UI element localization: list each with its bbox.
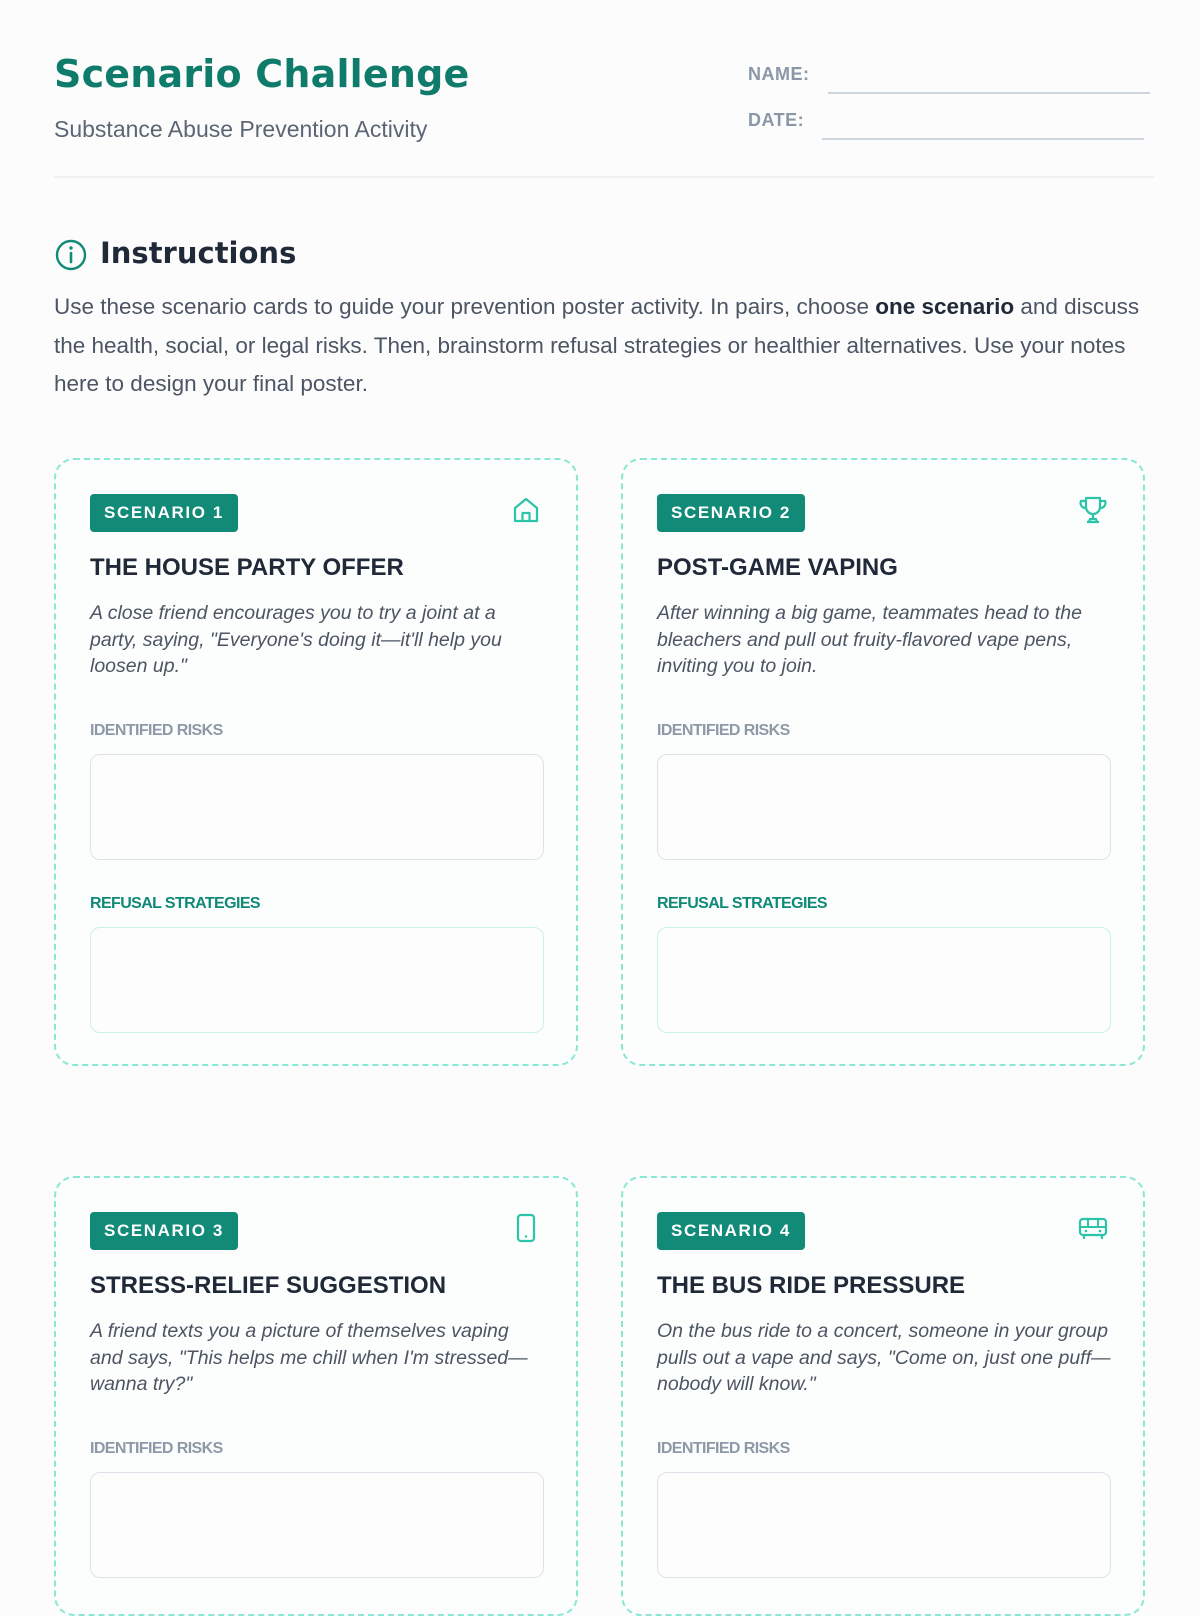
scenario-card-2: [621, 458, 1145, 1066]
instructions-text-bold: one scenario: [875, 294, 1015, 319]
scenario-description: A friend texts you a picture of themselves vaping and says, "This helps me chill when I'm stressed—wanna try?": [90, 1320, 528, 1395]
refusal-input[interactable]: [657, 927, 1111, 1033]
bus-icon: [1077, 1212, 1109, 1244]
name-field[interactable]: [748, 60, 1154, 100]
scenario-description: On the bus ride to a concert, someone in your group pulls out a vape and says, "Come on, just one puff—nobody will know.": [657, 1320, 1111, 1395]
refusal-label: REFUSAL STRATEGIES: [657, 895, 827, 912]
risks-input[interactable]: [90, 1472, 544, 1578]
risks-label: IDENTIFIED RISKS: [90, 722, 223, 739]
refusal-input[interactable]: [90, 927, 544, 1033]
risks-label: IDENTIFIED RISKS: [90, 1440, 223, 1457]
scenario-title: THE BUS RIDE PRESSURE: [657, 1272, 966, 1299]
scenario-description: After winning a big game, teammates head to the bleachers and pull out fruity-flavored vape pens, inviting you to join.: [657, 602, 1082, 677]
date-field[interactable]: [748, 106, 1154, 146]
name-line[interactable]: [828, 92, 1150, 94]
instructions-title: Instructions: [100, 236, 297, 270]
scenario-card-1: [54, 458, 578, 1066]
scenario-badge: SCENARIO 2: [657, 494, 805, 532]
scenario-badge: SCENARIO 1: [90, 494, 238, 532]
page-subtitle: Substance Abuse Prevention Activity: [54, 116, 428, 142]
risks-label: IDENTIFIED RISKS: [657, 722, 790, 739]
risks-input[interactable]: [657, 1472, 1111, 1578]
risks-input[interactable]: [657, 754, 1111, 860]
scenario-title: THE HOUSE PARTY OFFER: [90, 554, 404, 581]
instructions-text-end: and discuss the health, social, or legal risks. Then, brainstorm refusal strategies or healthier alternatives. Use your notes here to design your final poster.: [54, 294, 1140, 396]
scenario-card-3: [54, 1176, 578, 1616]
scenario-title: POST-GAME VAPING: [657, 554, 898, 581]
refusal-label: REFUSAL STRATEGIES: [90, 895, 260, 912]
risks-label: IDENTIFIED RISKS: [657, 1440, 790, 1457]
trophy-icon: [1077, 494, 1109, 526]
instructions-heading: [54, 236, 654, 276]
date-label: DATE:: [748, 110, 805, 130]
scenario-badge: SCENARIO 4: [657, 1212, 805, 1250]
phone-icon: [510, 1212, 542, 1244]
page-title: Scenario Challenge: [54, 52, 470, 96]
instructions-text: [54, 288, 1164, 404]
risks-input[interactable]: [90, 754, 544, 860]
scenario-badge: SCENARIO 3: [90, 1212, 238, 1250]
instructions-text-start: Use these scenario cards to guide your prevention poster activity. In pairs, choose: [54, 294, 876, 319]
date-line[interactable]: [822, 138, 1144, 140]
scenario-card-4: [621, 1176, 1145, 1616]
home-icon: [510, 494, 542, 526]
scenario-description: A close friend encourages you to try a joint at a party, saying, "Everyone's doing it—it'll help you loosen up.": [90, 602, 502, 677]
page-header: [54, 52, 1154, 178]
scenario-title: STRESS-RELIEF SUGGESTION: [90, 1272, 447, 1299]
name-label: NAME:: [748, 64, 810, 84]
info-icon: [54, 238, 88, 272]
